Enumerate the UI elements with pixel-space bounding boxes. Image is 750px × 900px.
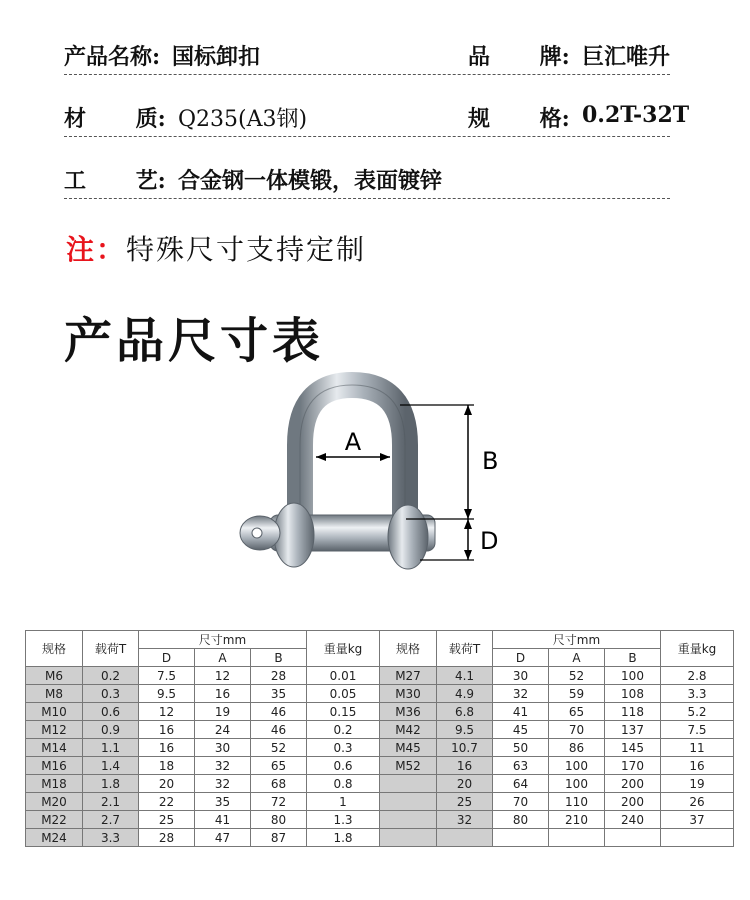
cell-weight: 16 bbox=[661, 757, 734, 775]
cell-load: 0.2 bbox=[83, 667, 139, 685]
cell-b: 240 bbox=[605, 811, 661, 829]
cell-spec: M45 bbox=[380, 739, 437, 757]
cell-a: 100 bbox=[549, 775, 605, 793]
cell-d: 20 bbox=[139, 775, 195, 793]
label-b: B bbox=[482, 447, 499, 475]
cell-weight: 1.8 bbox=[307, 829, 380, 847]
header-a: A bbox=[195, 649, 251, 667]
cell-weight: 1.3 bbox=[307, 811, 380, 829]
cell-weight: 7.5 bbox=[661, 721, 734, 739]
cell-a: 32 bbox=[195, 757, 251, 775]
cell-weight: 1 bbox=[307, 793, 380, 811]
cell-weight: 0.15 bbox=[307, 703, 380, 721]
table-row bbox=[26, 739, 734, 757]
info-row-material bbox=[64, 92, 690, 137]
cell-d: 16 bbox=[139, 739, 195, 757]
process-value: 合金钢一体模锻，表面镀锌 bbox=[178, 168, 443, 194]
cell-d: 70 bbox=[493, 793, 549, 811]
header-b: B bbox=[605, 649, 661, 667]
cell-d: 28 bbox=[139, 829, 195, 847]
cell-b: 46 bbox=[251, 721, 307, 739]
table-row bbox=[26, 829, 734, 847]
table-row bbox=[26, 721, 734, 739]
cell-a: 47 bbox=[195, 829, 251, 847]
cell-load: 20 bbox=[437, 775, 493, 793]
cell-load: 1.4 bbox=[83, 757, 139, 775]
cell-spec bbox=[380, 793, 437, 811]
cell-b: 80 bbox=[251, 811, 307, 829]
cell-b: 108 bbox=[605, 685, 661, 703]
cell-a: 65 bbox=[549, 703, 605, 721]
cell-b: 200 bbox=[605, 793, 661, 811]
cell-load: 0.6 bbox=[83, 703, 139, 721]
cell-a: 24 bbox=[195, 721, 251, 739]
cell-b: 145 bbox=[605, 739, 661, 757]
material-value: Q235(A3钢) bbox=[178, 107, 308, 132]
table-row bbox=[26, 793, 734, 811]
cell-spec: M10 bbox=[26, 703, 83, 721]
cell-spec bbox=[380, 829, 437, 847]
cell-load: 25 bbox=[437, 793, 493, 811]
cell-b: 65 bbox=[251, 757, 307, 775]
header-a: A bbox=[549, 649, 605, 667]
cell-d: 7.5 bbox=[139, 667, 195, 685]
header-size: 尺寸mm bbox=[493, 631, 661, 649]
cell-spec: M6 bbox=[26, 667, 83, 685]
table-row bbox=[26, 811, 734, 829]
cell-spec: M22 bbox=[26, 811, 83, 829]
cell-a bbox=[549, 829, 605, 847]
cell-load: 2.1 bbox=[83, 793, 139, 811]
material-label: 材 质: bbox=[64, 106, 166, 132]
cell-d: 80 bbox=[493, 811, 549, 829]
table-row bbox=[26, 685, 734, 703]
custom-size-note bbox=[66, 228, 366, 268]
info-row-product bbox=[64, 30, 670, 75]
cell-spec: M12 bbox=[26, 721, 83, 739]
cell-load: 0.3 bbox=[83, 685, 139, 703]
cell-spec: M24 bbox=[26, 829, 83, 847]
product-value: 国标卸扣 bbox=[172, 44, 261, 70]
cell-load: 3.3 bbox=[83, 829, 139, 847]
cell-load: 10.7 bbox=[437, 739, 493, 757]
cell-b bbox=[605, 829, 661, 847]
cell-load: 4.9 bbox=[437, 685, 493, 703]
cell-b: 52 bbox=[251, 739, 307, 757]
cell-a: 52 bbox=[549, 667, 605, 685]
note-prefix: 注： bbox=[66, 233, 127, 266]
cell-spec bbox=[380, 811, 437, 829]
cell-a: 32 bbox=[195, 775, 251, 793]
cell-d: 9.5 bbox=[139, 685, 195, 703]
header-b: B bbox=[251, 649, 307, 667]
cell-spec: M14 bbox=[26, 739, 83, 757]
cell-spec: M36 bbox=[380, 703, 437, 721]
cell-a: 16 bbox=[195, 685, 251, 703]
header-d: D bbox=[493, 649, 549, 667]
table-row bbox=[26, 703, 734, 721]
cell-a: 100 bbox=[549, 757, 605, 775]
cell-d: 41 bbox=[493, 703, 549, 721]
table-row bbox=[26, 757, 734, 775]
cell-b: 200 bbox=[605, 775, 661, 793]
cell-b: 68 bbox=[251, 775, 307, 793]
cell-b: 170 bbox=[605, 757, 661, 775]
cell-b: 100 bbox=[605, 667, 661, 685]
cell-d bbox=[493, 829, 549, 847]
cell-load: 1.8 bbox=[83, 775, 139, 793]
cell-d: 25 bbox=[139, 811, 195, 829]
cell-load: 32 bbox=[437, 811, 493, 829]
cell-weight: 19 bbox=[661, 775, 734, 793]
cell-load: 4.1 bbox=[437, 667, 493, 685]
cell-weight bbox=[661, 829, 734, 847]
cell-a: 59 bbox=[549, 685, 605, 703]
cell-d: 12 bbox=[139, 703, 195, 721]
table-row bbox=[26, 775, 734, 793]
cell-a: 86 bbox=[549, 739, 605, 757]
cell-b: 137 bbox=[605, 721, 661, 739]
header-size: 尺寸mm bbox=[139, 631, 307, 649]
cell-spec: M27 bbox=[380, 667, 437, 685]
cell-a: 210 bbox=[549, 811, 605, 829]
shackle-diagram bbox=[230, 365, 530, 595]
cell-a: 12 bbox=[195, 667, 251, 685]
cell-b: 118 bbox=[605, 703, 661, 721]
cell-weight: 37 bbox=[661, 811, 734, 829]
table-header-row bbox=[26, 631, 734, 649]
header-weight: 重量kg bbox=[661, 631, 734, 667]
cell-spec: M52 bbox=[380, 757, 437, 775]
header-weight: 重量kg bbox=[307, 631, 380, 667]
cell-d: 30 bbox=[493, 667, 549, 685]
cell-weight: 11 bbox=[661, 739, 734, 757]
spec-label: 规 格: bbox=[468, 106, 570, 132]
cell-d: 32 bbox=[493, 685, 549, 703]
label-a: A bbox=[344, 428, 362, 456]
cell-weight: 0.01 bbox=[307, 667, 380, 685]
cell-b: 28 bbox=[251, 667, 307, 685]
spec-table bbox=[25, 630, 734, 847]
cell-weight: 0.3 bbox=[307, 739, 380, 757]
cell-a: 110 bbox=[549, 793, 605, 811]
header-load: 载荷T bbox=[437, 631, 493, 667]
cell-weight: 0.8 bbox=[307, 775, 380, 793]
cell-spec: M16 bbox=[26, 757, 83, 775]
cell-load: 1.1 bbox=[83, 739, 139, 757]
cell-spec: M8 bbox=[26, 685, 83, 703]
header-spec: 规格 bbox=[26, 631, 83, 667]
brand-label: 品 牌: bbox=[468, 44, 570, 70]
cell-load: 16 bbox=[437, 757, 493, 775]
cell-load: 2.7 bbox=[83, 811, 139, 829]
cell-weight: 3.3 bbox=[661, 685, 734, 703]
cell-spec: M18 bbox=[26, 775, 83, 793]
table-row bbox=[26, 667, 734, 685]
cell-d: 22 bbox=[139, 793, 195, 811]
info-row-process bbox=[64, 154, 670, 199]
cell-d: 18 bbox=[139, 757, 195, 775]
cell-load: 0.9 bbox=[83, 721, 139, 739]
note-text: 特殊尺寸支持定制 bbox=[126, 233, 367, 266]
cell-load: 6.8 bbox=[437, 703, 493, 721]
cell-weight: 5.2 bbox=[661, 703, 734, 721]
cell-d: 63 bbox=[493, 757, 549, 775]
brand-value: 巨汇唯升 bbox=[582, 44, 671, 70]
cell-d: 16 bbox=[139, 721, 195, 739]
cell-spec: M20 bbox=[26, 793, 83, 811]
product-label: 产品名称: bbox=[64, 44, 161, 70]
cell-load: 9.5 bbox=[437, 721, 493, 739]
header-spec: 规格 bbox=[380, 631, 437, 667]
cell-spec bbox=[380, 775, 437, 793]
cell-weight: 0.2 bbox=[307, 721, 380, 739]
cell-b: 72 bbox=[251, 793, 307, 811]
cell-a: 35 bbox=[195, 793, 251, 811]
cell-d: 45 bbox=[493, 721, 549, 739]
spec-value: 0.2T-32T bbox=[582, 102, 690, 128]
section-title: 产品尺寸表 bbox=[64, 313, 325, 369]
cell-weight: 26 bbox=[661, 793, 734, 811]
table-body bbox=[26, 667, 734, 847]
cell-b: 46 bbox=[251, 703, 307, 721]
cell-spec: M30 bbox=[380, 685, 437, 703]
header-load: 载荷T bbox=[83, 631, 139, 667]
cell-a: 70 bbox=[549, 721, 605, 739]
cell-b: 35 bbox=[251, 685, 307, 703]
label-d: D bbox=[480, 527, 499, 555]
cell-weight: 0.6 bbox=[307, 757, 380, 775]
cell-d: 50 bbox=[493, 739, 549, 757]
cell-spec: M42 bbox=[380, 721, 437, 739]
cell-a: 30 bbox=[195, 739, 251, 757]
cell-weight: 2.8 bbox=[661, 667, 734, 685]
cell-weight: 0.05 bbox=[307, 685, 380, 703]
cell-d: 64 bbox=[493, 775, 549, 793]
header-d: D bbox=[139, 649, 195, 667]
cell-a: 41 bbox=[195, 811, 251, 829]
process-label: 工 艺: bbox=[64, 168, 166, 194]
cell-load bbox=[437, 829, 493, 847]
cell-b: 87 bbox=[251, 829, 307, 847]
cell-a: 19 bbox=[195, 703, 251, 721]
